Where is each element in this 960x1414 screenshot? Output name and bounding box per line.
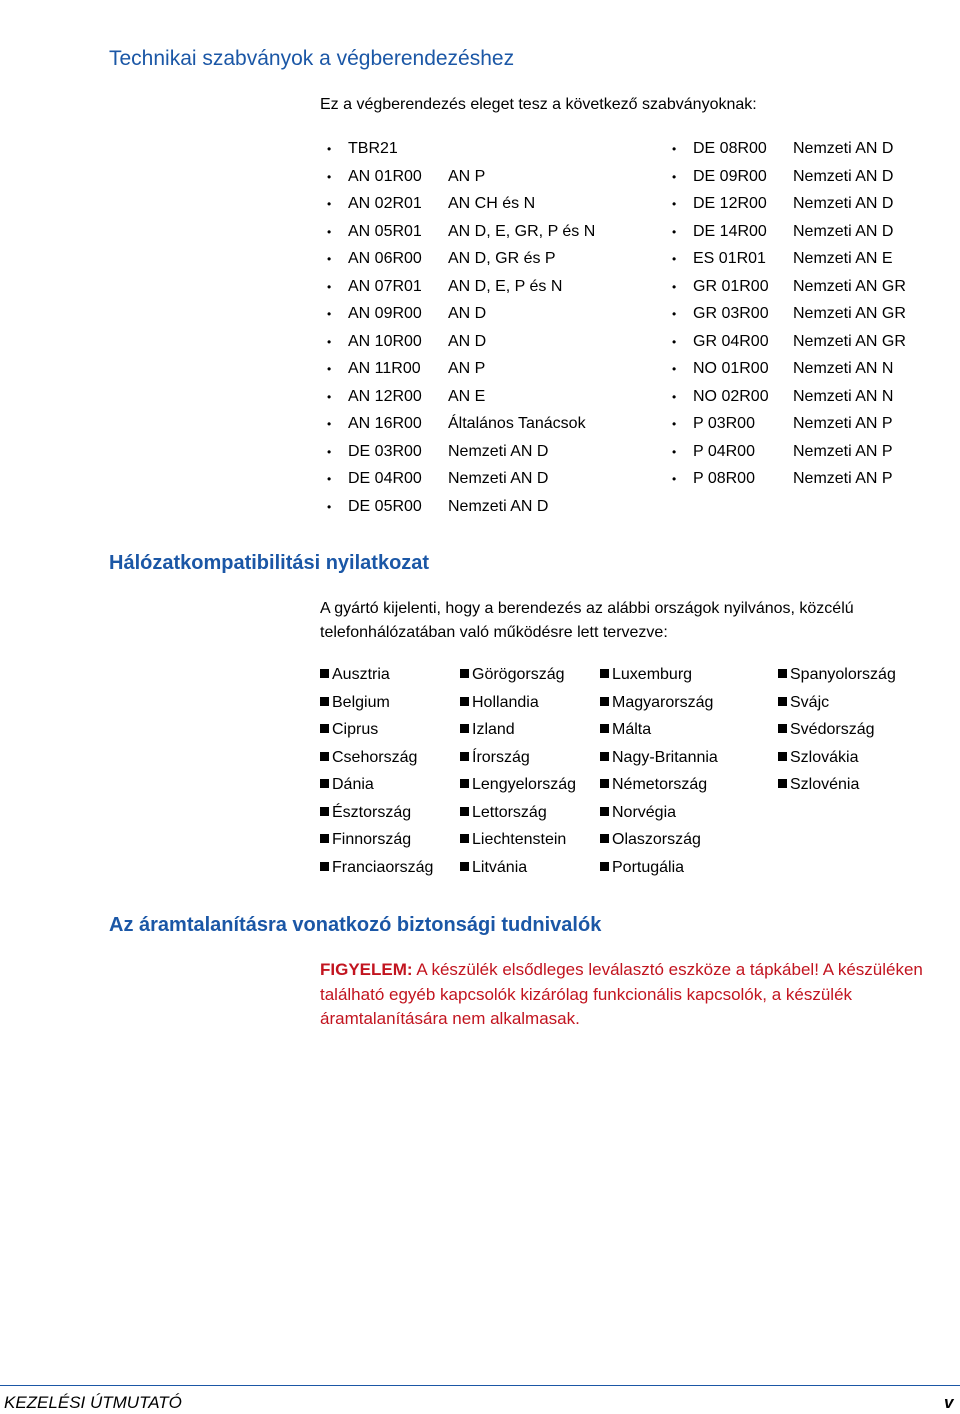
- standard-description: AN D: [448, 332, 487, 350]
- square-bullet-icon: [600, 834, 609, 843]
- country-name: Németország: [612, 776, 708, 793]
- square-bullet-icon: [320, 807, 329, 816]
- bullet-icon: •: [327, 417, 332, 431]
- country-name: Görögország: [472, 666, 565, 683]
- standard-code: DE 12R00: [693, 195, 767, 212]
- standard-code: DE 14R00: [693, 222, 767, 240]
- bullet-icon: •: [672, 279, 677, 294]
- square-bullet-icon: [778, 724, 787, 733]
- bullet-icon: •: [327, 197, 332, 211]
- standard-code: DE 05R00: [348, 497, 422, 515]
- square-bullet-icon: [320, 697, 329, 706]
- country-item: [320, 691, 433, 719]
- square-bullet-icon: [460, 752, 469, 761]
- section-title-network: Hálózatkompatibilitási nyilatkozat: [109, 552, 430, 574]
- standard-description: Nemzeti AN D: [448, 442, 549, 460]
- country-item: [320, 856, 433, 884]
- country-name: Franciaország: [332, 858, 434, 876]
- country-name: Csehország: [332, 748, 418, 766]
- standard-code: AN 09R00: [348, 305, 422, 322]
- bullet-icon: •: [327, 472, 332, 486]
- country-item: [460, 801, 576, 829]
- standard-description: AN CH és N: [448, 195, 536, 212]
- standard-description: AN P: [448, 167, 486, 185]
- country-item: [320, 746, 433, 774]
- bullet-icon: •: [327, 307, 332, 321]
- country-name: Litvánia: [472, 858, 528, 876]
- country-item: [320, 828, 433, 856]
- standard-code: DE 04R00: [348, 470, 422, 487]
- square-bullet-icon: [320, 779, 329, 788]
- standard-description: Nemzeti AN GR: [793, 305, 906, 322]
- standard-description: Nemzeti AN P: [793, 470, 893, 487]
- standard-code: NO 01R00: [693, 360, 769, 377]
- standard-code: DE 03R00: [348, 442, 422, 460]
- standard-description: AN E: [448, 387, 486, 405]
- square-bullet-icon: [778, 752, 787, 761]
- standard-description: Nemzeti AN GR: [793, 277, 906, 295]
- country-item: [320, 718, 433, 746]
- standard-code: P 04R00: [693, 442, 755, 460]
- bullet-icon: •: [327, 252, 332, 266]
- country-item: [460, 856, 576, 884]
- standard-description: Nemzeti AN P: [793, 415, 893, 432]
- standard-description: Nemzeti AN E: [793, 250, 893, 267]
- country-column: [320, 663, 433, 883]
- country-name: Ausztria: [332, 666, 390, 683]
- square-bullet-icon: [460, 862, 469, 871]
- standard-code: NO 02R00: [693, 387, 769, 405]
- square-bullet-icon: [460, 807, 469, 816]
- standard-description: Általános Tanácsok: [448, 415, 586, 432]
- bullet-icon: •: [327, 169, 332, 184]
- bullet-icon: •: [327, 444, 332, 459]
- country-name: Hollandia: [472, 693, 539, 711]
- country-name: Finnország: [332, 831, 412, 848]
- network-declaration-text: A gyártó kijelenti, hogy a berendezés az alábbi országok nyilvános, közcélú telefonhálózatában való működésre lett tervezve:: [320, 600, 854, 641]
- square-bullet-icon: [600, 779, 609, 788]
- country-name: Izland: [472, 721, 515, 738]
- footer-manual-title: KEZELÉSI ÚTMUTATÓ: [4, 1393, 182, 1412]
- square-bullet-icon: [778, 697, 787, 706]
- warning-text: A készülék elsődleges leválasztó eszköze a tápkábel! A készüléken található egyéb kapcsolók kizárólag funkcionális kapcsolók, a készülék áramtalanítására nem alkalmasak.: [320, 960, 923, 1028]
- country-name: Belgium: [332, 693, 390, 711]
- bullet-icon: •: [672, 417, 677, 431]
- country-name: Portugália: [612, 858, 685, 876]
- standards-intro: Ez a végberendezés eleget tesz a következő szabványoknak:: [320, 96, 757, 113]
- standard-code: GR 04R00: [693, 332, 769, 350]
- standard-code: DE 09R00: [693, 167, 767, 185]
- bullet-icon: •: [327, 224, 332, 239]
- country-item: [320, 773, 433, 801]
- bullet-icon: •: [327, 389, 332, 404]
- bullet-icon: •: [672, 252, 677, 266]
- square-bullet-icon: [460, 724, 469, 733]
- standard-code: TBR21: [348, 140, 398, 157]
- country-item: [600, 746, 718, 774]
- square-bullet-icon: [320, 669, 329, 678]
- square-bullet-icon: [320, 834, 329, 843]
- country-name: Lettország: [472, 803, 547, 821]
- standard-description: AN P: [448, 360, 486, 377]
- standard-description: AN D, E, GR, P és N: [448, 222, 596, 240]
- bullet-icon: •: [672, 362, 677, 376]
- standard-code: AN 06R00: [348, 250, 422, 267]
- country-item: [600, 828, 718, 856]
- square-bullet-icon: [460, 669, 469, 678]
- country-name: Írország: [472, 748, 530, 766]
- standard-code: AN 12R00: [348, 387, 422, 405]
- square-bullet-icon: [460, 834, 469, 843]
- bullet-icon: •: [327, 362, 332, 376]
- country-column: [778, 663, 896, 801]
- country-name: Luxemburg: [612, 666, 693, 683]
- square-bullet-icon: [320, 752, 329, 761]
- country-item: [778, 691, 896, 719]
- square-bullet-icon: [600, 697, 609, 706]
- country-name: Lengyelország: [472, 776, 577, 793]
- country-item: [600, 801, 718, 829]
- bullet-icon: •: [672, 444, 677, 459]
- country-item: [600, 718, 718, 746]
- standard-code: AN 02R01: [348, 195, 422, 212]
- standard-description: AN D, GR és P: [448, 250, 556, 267]
- country-name: Nagy-Britannia: [612, 748, 718, 766]
- country-item: [778, 663, 896, 691]
- country-column: [460, 663, 576, 883]
- standard-description: AN D, E, P és N: [448, 277, 563, 295]
- country-item: [460, 718, 576, 746]
- country-item: [778, 746, 896, 774]
- bullet-icon: •: [672, 224, 677, 239]
- bullet-icon: •: [672, 389, 677, 404]
- page-title: Technikai szabványok a végberendezéshez: [109, 47, 515, 70]
- standard-code: AN 16R00: [348, 415, 422, 432]
- standard-code: AN 07R01: [348, 277, 422, 295]
- country-name: Spanyolország: [790, 666, 896, 683]
- bullet-icon: •: [327, 334, 332, 349]
- standard-code: P 03R00: [693, 415, 755, 432]
- standard-code: AN 01R00: [348, 167, 422, 185]
- country-item: [460, 828, 576, 856]
- country-name: Norvégia: [612, 803, 677, 821]
- country-item: [600, 663, 718, 691]
- standard-description: Nemzeti AN N: [793, 360, 894, 377]
- country-name: Olaszország: [612, 831, 701, 848]
- square-bullet-icon: [600, 807, 609, 816]
- country-item: [460, 746, 576, 774]
- standard-code: AN 10R00: [348, 332, 422, 350]
- standard-description: Nemzeti AN P: [793, 442, 893, 460]
- bullet-icon: •: [327, 279, 332, 294]
- country-item: [460, 691, 576, 719]
- square-bullet-icon: [600, 669, 609, 678]
- standard-description: Nemzeti AN D: [793, 222, 894, 240]
- country-item: [600, 691, 718, 719]
- square-bullet-icon: [320, 862, 329, 871]
- warning-label: FIGYELEM:: [320, 960, 413, 979]
- footer-page-number: v: [944, 1393, 954, 1412]
- standard-description: Nemzeti AN D: [793, 167, 894, 185]
- country-name: Dánia: [332, 776, 374, 793]
- standard-code: ES 01R01: [693, 250, 766, 267]
- standard-code: AN 11R00: [348, 360, 421, 377]
- country-name: Liechtenstein: [472, 831, 567, 848]
- country-name: Málta: [612, 721, 652, 738]
- square-bullet-icon: [600, 862, 609, 871]
- standard-description: Nemzeti AN GR: [793, 332, 906, 350]
- standard-code: GR 03R00: [693, 305, 769, 322]
- standard-description: Nemzeti AN D: [448, 497, 549, 515]
- standard-description: Nemzeti AN D: [793, 140, 894, 157]
- square-bullet-icon: [600, 724, 609, 733]
- country-column: [600, 663, 718, 883]
- standard-description: AN D: [448, 305, 487, 322]
- footer-divider: [0, 1385, 960, 1386]
- square-bullet-icon: [778, 779, 787, 788]
- country-item: [778, 718, 896, 746]
- country-name: Svédország: [790, 721, 875, 738]
- square-bullet-icon: [460, 697, 469, 706]
- square-bullet-icon: [320, 724, 329, 733]
- bullet-icon: •: [672, 307, 677, 321]
- country-item: [460, 663, 576, 691]
- square-bullet-icon: [600, 752, 609, 761]
- country-name: Ciprus: [332, 721, 379, 738]
- bullet-icon: •: [672, 197, 677, 211]
- bullet-icon: •: [672, 142, 677, 156]
- safety-warning: [320, 958, 960, 1032]
- country-name: Magyarország: [612, 693, 714, 711]
- standard-code: P 08R00: [693, 470, 755, 487]
- bullet-icon: •: [327, 142, 332, 156]
- bullet-icon: •: [327, 499, 332, 514]
- section-title-safety: Az áramtalanításra vonatkozó biztonsági tudnivalók: [109, 914, 602, 936]
- standard-description: Nemzeti AN D: [448, 470, 549, 487]
- country-item: [460, 773, 576, 801]
- bullet-icon: •: [672, 472, 677, 486]
- country-item: [600, 773, 718, 801]
- country-item: [320, 663, 433, 691]
- country-item: [600, 856, 718, 884]
- bullet-icon: •: [672, 334, 677, 349]
- standard-code: GR 01R00: [693, 277, 769, 295]
- square-bullet-icon: [460, 779, 469, 788]
- country-name: Szlovénia: [790, 776, 860, 793]
- standard-code: DE 08R00: [693, 140, 767, 157]
- country-name: Svájc: [790, 693, 830, 711]
- country-name: Szlovákia: [790, 748, 859, 766]
- country-item: [778, 773, 896, 801]
- square-bullet-icon: [778, 669, 787, 678]
- country-name: Észtország: [332, 803, 412, 821]
- bullet-icon: •: [672, 169, 677, 184]
- standard-code: AN 05R01: [348, 222, 422, 240]
- standard-description: Nemzeti AN N: [793, 387, 894, 405]
- country-item: [320, 801, 433, 829]
- standard-description: Nemzeti AN D: [793, 195, 894, 212]
